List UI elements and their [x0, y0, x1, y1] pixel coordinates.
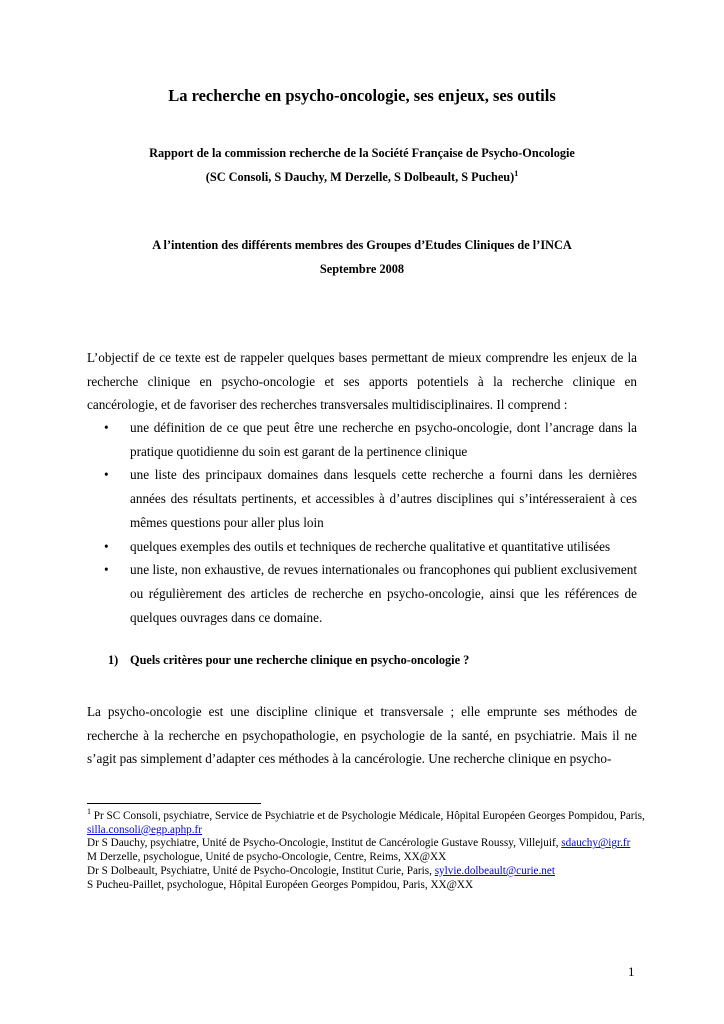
email-link[interactable]: sylvie.dolbeault@curie.net [434, 864, 555, 877]
list-item-text: une liste, non exhaustive, de revues internationales ou francophones qui publient exclusivement ou régulièrement des articles de recherche en psycho-oncologie, ainsi que les références de quelques ouvrages dans ce domaine. [130, 562, 637, 625]
list-item-text: une liste des principaux domaines dans lesquels cette recherche a fourni dans les dernières années des résultats pertinents, et accessibles à d’autres disciplines qui s’intéresseraient à ces mêmes questions pour aller plus loin [130, 467, 637, 530]
section-heading-text: Quels critères pour une recherche clinique en psycho-oncologie ? [130, 653, 470, 667]
list-item [87, 535, 637, 559]
bullet-icon: • [104, 562, 109, 578]
footnotes [87, 807, 647, 892]
footnote-line: Dr S Dauchy, psychiatre, Unité de Psycho-Oncologie, Institut de Cancérologie Gustave Roussy, Villejuif, sdauchy@igr.fr [87, 837, 631, 850]
list-item-text: quelques exemples des outils et techniques de recherche qualitative et quantitative utilisées [130, 538, 611, 554]
email-link[interactable]: sdauchy@igr.fr [561, 837, 631, 850]
bullet-icon: • [104, 538, 109, 554]
list-item [87, 416, 637, 463]
authors-line [0, 170, 724, 185]
list-item [87, 463, 637, 534]
document-title: La recherche en psycho-oncologie, ses enjeux, ses outils [168, 86, 556, 105]
page-number: 1 [628, 964, 635, 979]
email-link[interactable]: silla.consoli@egp.aphp.fr [87, 823, 203, 836]
list-item [87, 558, 637, 629]
footnote-line: Dr S Dolbeault, Psychiatre, Unité de Psycho-Oncologie, Institut Curie, Paris, sylvie.dolbeault@curie.net [87, 864, 555, 877]
section-paragraph: La psycho-oncologie est une discipline clinique et transversale ; elle emprunte ses méthodes de recherche à la recherche en psychopathologie, en psychologie de la santé, en psychiatrie. Mais il ne s’agit pas simplement d’adapter ces méthodes à la cancérologie. Une recherche clinique en psycho- [87, 704, 637, 767]
footnote-mark: 1 [87, 807, 91, 816]
bullet-icon: • [104, 420, 109, 435]
date-line: Septembre 2008 [319, 262, 405, 276]
report-line: Rapport de la commission recherche de la Société Française de Psycho-Oncologie [149, 146, 575, 160]
section-number: 1) [108, 653, 119, 667]
list-item-text: une définition de ce que peut être une recherche en psycho-oncologie, dont l’ancrage dans la pratique quotidienne du soin est garant de la pertinence clinique [130, 420, 637, 459]
footnote-line: M Derzelle, psychologue, Unité de psycho-Oncologie, Centre, Reims, XX@XX [87, 851, 447, 864]
audience-line: A l’intention des différents membres des Groupes d’Etudes Cliniques de l’INCA [152, 238, 572, 252]
authors-footnote-mark: 1 [514, 169, 519, 178]
footnote-divider [87, 803, 261, 804]
bullet-list [87, 416, 637, 629]
section-heading [108, 653, 469, 668]
authors-text: (SC Consoli, S Dauchy, M Derzelle, S Dolbeault, S Pucheu) [205, 170, 515, 184]
footnote-line: S Pucheu-Paillet, psychologue, Hôpital Européen Georges Pompidou, Paris, XX@XX [87, 878, 474, 891]
bullet-icon: • [104, 467, 109, 483]
intro-paragraph: L’objectif de ce texte est de rappeler quelques bases permettant de mieux comprendre les enjeux de la recherche clinique en psycho-oncologie et ses apports potentiels à la recherche clinique en cancérologie, et de favoriser des recherches transversales multidisciplinaires. Il comprend : [87, 350, 637, 413]
footnote-line: $^1$ Pr SC Consoli, psychiatre, Service de Psychiatrie et de Psychologie Médicale, Hôpital Européen Georges Pompidou, Paris, silla.consoli@egp.aphp.fr [87, 807, 645, 836]
